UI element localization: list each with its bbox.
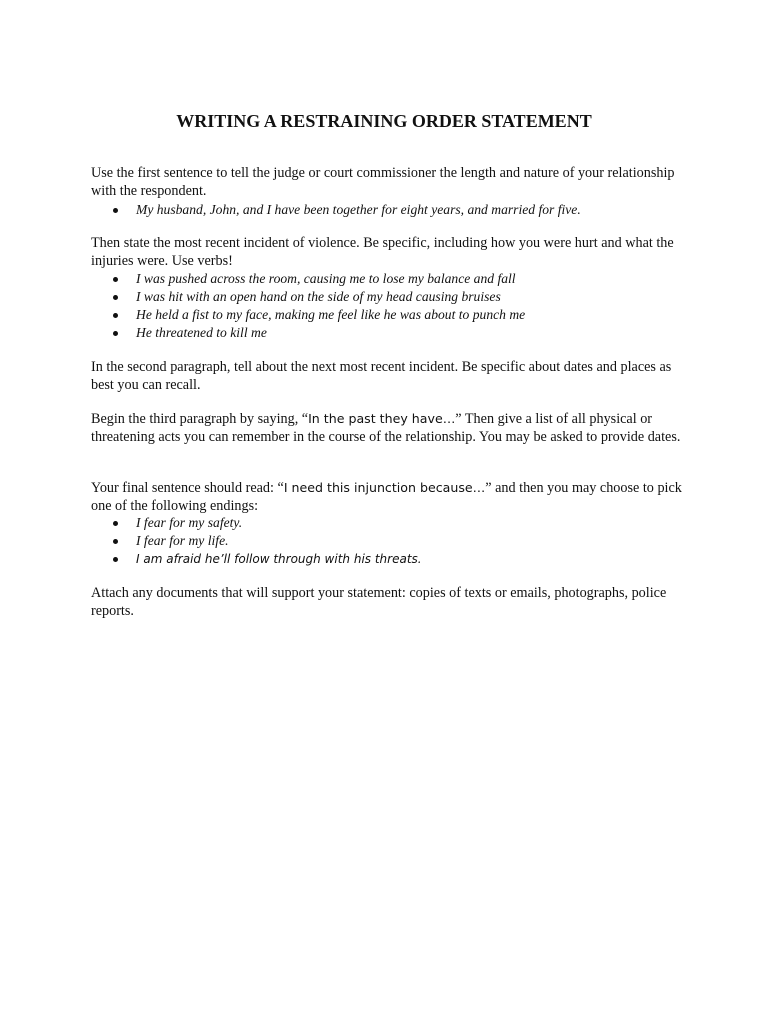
bullet-list-endings bbox=[91, 514, 691, 568]
list-item-text: He held a fist to my face, making me feel like he was about to punch me bbox=[136, 307, 526, 322]
bullet-list-incident-examples bbox=[91, 270, 691, 342]
bullet-icon bbox=[113, 331, 118, 336]
paragraph-text: ” Then give a list of all physical or threatening acts you can remember in the course of the relationship. You may be asked to provide dates. bbox=[91, 411, 681, 445]
bullet-icon bbox=[113, 557, 118, 562]
paragraph-relationship: Use the first sentence to tell the judge or court commissioner the length and nature of your relationship with the respondent. bbox=[91, 165, 675, 199]
paragraph-text: Begin the third paragraph by saying, “ bbox=[91, 411, 309, 427]
bullet-list-relationship-example bbox=[91, 201, 691, 219]
bullet-icon bbox=[113, 295, 118, 300]
list-item-text: I was hit with an open hand on the side of my head causing bruises bbox=[136, 289, 501, 304]
list-item-text: I fear for my safety. bbox=[136, 515, 243, 530]
bullet-icon bbox=[113, 539, 118, 544]
list-item-text: I fear for my life. bbox=[136, 533, 229, 548]
bullet-icon bbox=[113, 521, 118, 526]
list-item bbox=[91, 324, 691, 342]
paragraph-text: Your final sentence should read: “ bbox=[91, 480, 284, 496]
list-item-text: He threatened to kill me bbox=[136, 325, 267, 340]
list-item bbox=[91, 270, 691, 288]
paragraph-attachments: Attach any documents that will support your statement: copies of texts or emails, photographs, police reports. bbox=[91, 585, 667, 619]
bullet-icon bbox=[113, 208, 118, 213]
quoted-phrase: I need this injunction because… bbox=[283, 480, 486, 495]
list-item bbox=[91, 288, 691, 306]
list-item-text: I am afraid he’ll follow through with his threats. bbox=[136, 552, 422, 566]
bullet-icon bbox=[113, 277, 118, 282]
list-item bbox=[91, 514, 691, 532]
paragraph-second-incident: In the second paragraph, tell about the next most recent incident. Be specific about dates and places as best you can recall. bbox=[91, 359, 672, 393]
paragraph-text: ” and then you may choose to pick one of the following endings: bbox=[91, 480, 682, 514]
list-item bbox=[91, 532, 691, 550]
list-item-text: I was pushed across the room, causing me to lose my balance and fall bbox=[136, 271, 516, 286]
bullet-icon bbox=[113, 313, 118, 318]
paragraph-recent-incident: Then state the most recent incident of violence. Be specific, including how you were hurt and what the injuries were. Use verbs! bbox=[91, 235, 674, 269]
list-item bbox=[91, 201, 691, 219]
paragraph-final-sentence bbox=[91, 479, 691, 516]
list-item-text: My husband, John, and I have been together for eight years, and married for five. bbox=[136, 202, 581, 217]
paragraph-third bbox=[91, 410, 691, 447]
list-item bbox=[91, 306, 691, 324]
quoted-phrase: In the past they have… bbox=[308, 411, 456, 426]
document-title: WRITING A RESTRAINING ORDER STATEMENT bbox=[176, 111, 592, 131]
list-item bbox=[91, 550, 691, 568]
